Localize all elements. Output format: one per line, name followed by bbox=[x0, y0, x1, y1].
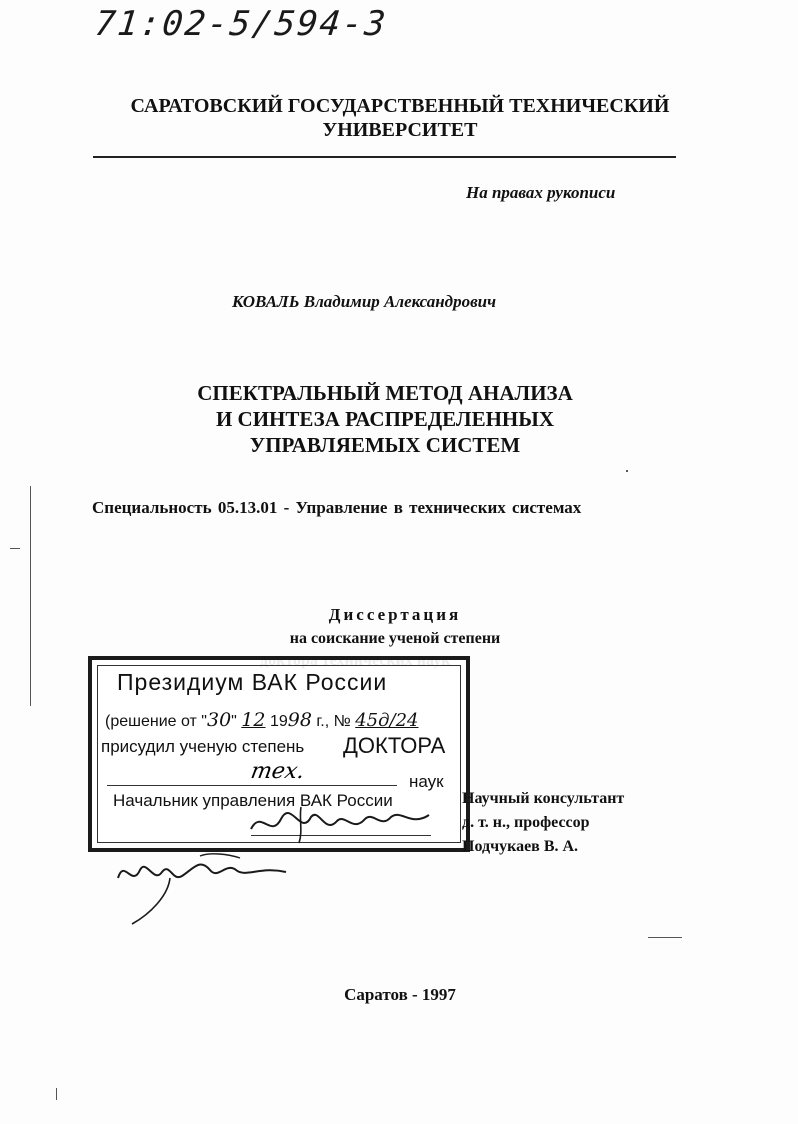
scan-speck bbox=[626, 470, 628, 472]
scan-margin-tick-bottom bbox=[56, 1088, 57, 1100]
stamp-decision-year-suffix: 98 bbox=[287, 709, 312, 731]
specialty-line: Специальность 05.13.01 - Управление в технических системах bbox=[92, 498, 582, 517]
university-line-2: УНИВЕРСИТЕТ bbox=[322, 119, 478, 141]
thesis-title-line-1: СПЕКТРАЛЬНЫЙ МЕТОД АНАЛИЗА bbox=[197, 381, 573, 405]
thesis-title bbox=[120, 380, 650, 458]
stamp-decision-year-prefix: 19 bbox=[269, 713, 288, 730]
stamp-degree: ДОКТОРА bbox=[343, 733, 446, 758]
stamp-field-suffix: наук bbox=[409, 772, 444, 791]
stamp-signature bbox=[241, 799, 441, 847]
consultant-line-3: Подчукаев В. А. bbox=[462, 838, 579, 855]
scan-margin-tick-right bbox=[648, 937, 682, 938]
author-name bbox=[232, 292, 496, 312]
consultant-line-1: Научный консультант bbox=[462, 790, 625, 807]
archive-number-handwritten: 71:02-5/594-3 bbox=[92, 4, 390, 44]
stamp-decision-prefix: (решение от bbox=[105, 713, 197, 730]
thesis-title-line-2: И СИНТЕЗА РАСПРЕДЕЛЕННЫХ bbox=[215, 407, 555, 431]
vak-stamp bbox=[88, 656, 470, 852]
dissertation-label: Диссертация bbox=[328, 605, 462, 624]
scan-margin-line bbox=[30, 486, 31, 706]
university-name bbox=[80, 94, 720, 142]
stamp-head-of-department: Начальник управления ВАК России bbox=[113, 791, 393, 810]
scientific-consultant bbox=[462, 787, 624, 859]
stamp-decision-line: (решение от "30" 12 1998 г., № 45д/24 bbox=[105, 709, 419, 731]
header-divider bbox=[93, 156, 676, 158]
manuscript-note: На правах рукописи bbox=[466, 183, 616, 202]
author-surname: КОВАЛЬ bbox=[232, 292, 300, 311]
stamp-field-underline bbox=[107, 785, 397, 786]
scan-margin-tick bbox=[10, 548, 20, 549]
author-given-names: Владимир Александрович bbox=[303, 292, 497, 311]
thesis-title-line-3: УПРАВЛЯЕМЫХ СИСТЕМ bbox=[249, 433, 521, 457]
stamp-title: Президиум ВАК России bbox=[117, 669, 388, 695]
stamp-decision-year-after: г., № bbox=[316, 713, 351, 730]
author-signature bbox=[110, 848, 300, 928]
stamp-field-handwritten: тех. bbox=[248, 759, 307, 784]
stamp-decision-number: 45д/24 bbox=[355, 710, 419, 731]
stamp-decision-day: 30 bbox=[206, 709, 232, 731]
stamp-decision-month: 12 bbox=[241, 709, 266, 731]
city-year: Саратов - 1997 bbox=[344, 985, 456, 1004]
stamp-awarded-text: присудил ученую степень bbox=[101, 737, 305, 756]
university-line-1: САРАТОВСКИЙ ГОСУДАРСТВЕННЫЙ ТЕХНИЧЕСКИЙ bbox=[130, 95, 670, 117]
degree-line-1: на соискание ученой степени bbox=[289, 630, 501, 647]
consultant-line-2: д. т. н., профессор bbox=[462, 814, 590, 831]
